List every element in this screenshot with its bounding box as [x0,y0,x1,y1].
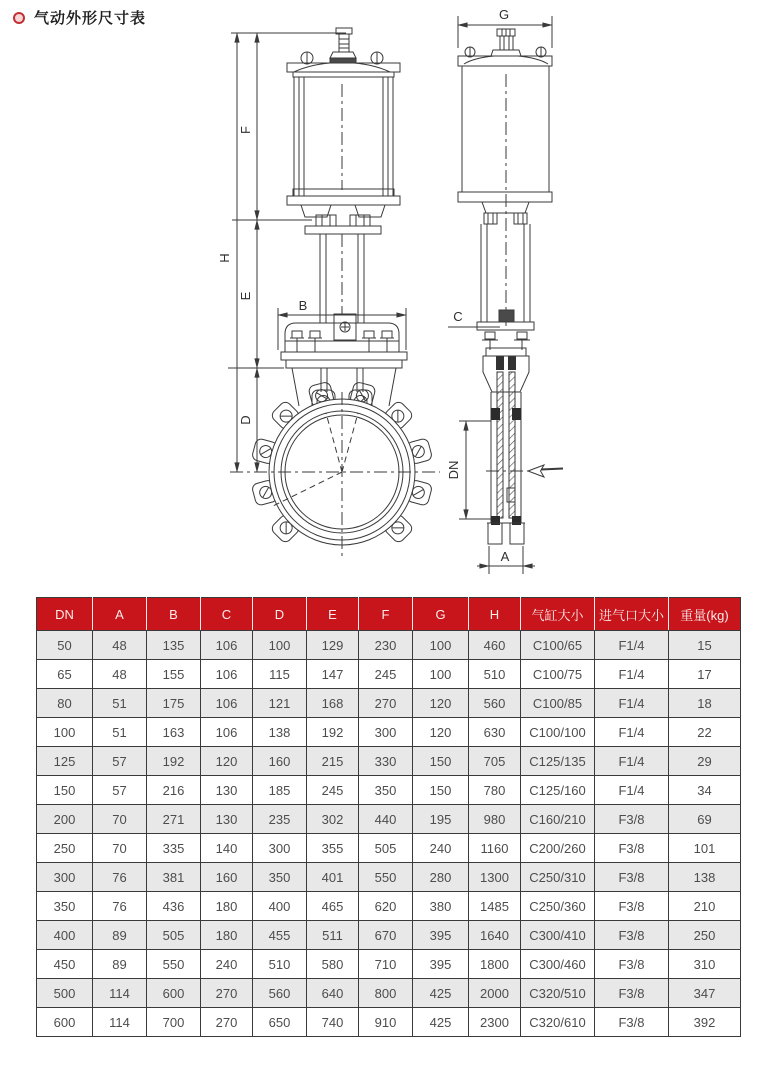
table-cell: 401 [307,863,359,892]
table-row [37,892,741,921]
table-cell: 505 [359,834,413,863]
dim-label-e: E [238,291,253,301]
table-cell: 1485 [469,892,521,921]
table-cell: 57 [93,747,147,776]
table-row [37,631,741,660]
table-cell: 114 [93,1008,147,1037]
table-cell: 630 [469,718,521,747]
table-cell: 115 [253,660,307,689]
table-cell: C125/135 [521,747,595,776]
table-cell: C100/65 [521,631,595,660]
table-cell: 69 [669,805,741,834]
table-cell: 2300 [469,1008,521,1037]
table-cell: C320/610 [521,1008,595,1037]
table-row [37,950,741,979]
table-cell: 138 [669,863,741,892]
table-cell: 89 [93,921,147,950]
table-cell: 135 [147,631,201,660]
table-row [37,863,741,892]
table-cell: 510 [253,950,307,979]
table-cell: 780 [469,776,521,805]
table-cell: 2000 [469,979,521,1008]
table-cell: 80 [37,689,93,718]
table-cell: 910 [359,1008,413,1037]
table-row [37,805,741,834]
dim-label-h: H [217,253,232,263]
column-header: 气缸大小 [521,598,595,631]
table-cell: 600 [147,979,201,1008]
table-body [37,631,741,1037]
table-cell: 106 [201,718,253,747]
table-cell: 216 [147,776,201,805]
table-cell: 106 [201,660,253,689]
table-cell: 175 [147,689,201,718]
table-cell: 465 [307,892,359,921]
table-cell: 89 [93,950,147,979]
dim-label-c: C [453,309,463,324]
table-cell: 392 [669,1008,741,1037]
table-cell: 34 [669,776,741,805]
table-cell: 310 [669,950,741,979]
table-cell: 195 [413,805,469,834]
table-cell: 460 [469,631,521,660]
column-header: F [359,598,413,631]
table-cell: 150 [413,776,469,805]
table-row [37,921,741,950]
page-title: 气动外形尺寸表 [34,10,147,27]
table-cell: 70 [93,805,147,834]
table-cell: F1/4 [595,689,669,718]
table-cell: 600 [37,1008,93,1037]
table-cell: 400 [253,892,307,921]
table-cell: 65 [37,660,93,689]
table-cell: 440 [359,805,413,834]
table-cell: 180 [201,892,253,921]
table-cell: 330 [359,747,413,776]
table-cell: 150 [37,776,93,805]
front-flange [230,381,440,557]
table-cell: 620 [359,892,413,921]
column-header: 进气口大小 [595,598,669,631]
table-cell: 114 [93,979,147,1008]
table-cell: 271 [147,805,201,834]
table-cell: 29 [669,747,741,776]
table-cell: 380 [413,892,469,921]
table-cell: 381 [147,863,201,892]
column-header: E [307,598,359,631]
table-cell: 560 [469,689,521,718]
table-cell: C300/460 [521,950,595,979]
side-stem [491,29,521,56]
table-cell: 200 [37,805,93,834]
side-cylinder [458,47,552,326]
table-cell: 1160 [469,834,521,863]
table-cell: 500 [37,979,93,1008]
table-cell: 650 [253,1008,307,1037]
table-cell: 670 [359,921,413,950]
table-row [37,660,741,689]
table-cell: 155 [147,660,201,689]
table-cell: 100 [413,660,469,689]
table-cell: 740 [307,1008,359,1037]
table-cell: F3/8 [595,1008,669,1037]
table-cell: 215 [307,747,359,776]
column-header: D [253,598,307,631]
table-cell: 1640 [469,921,521,950]
side-bonnet-gland [482,332,530,392]
table-cell: 125 [37,747,93,776]
table-cell: 400 [37,921,93,950]
column-header: DN [37,598,93,631]
column-header: G [413,598,469,631]
front-cylinder [287,52,400,205]
table-cell: 250 [669,921,741,950]
table-cell: 48 [93,660,147,689]
table-cell: 50 [37,631,93,660]
table-cell: 1300 [469,863,521,892]
table-cell: 245 [359,660,413,689]
front-view [217,28,440,557]
table-cell: 192 [307,718,359,747]
table-cell: 700 [147,1008,201,1037]
table-cell: 163 [147,718,201,747]
table-row [37,776,741,805]
table-cell: 130 [201,805,253,834]
table-cell: 550 [147,950,201,979]
table-cell: 106 [201,631,253,660]
side-view [446,7,563,574]
table-row [37,834,741,863]
table-cell: 230 [359,631,413,660]
dim-label-a: A [500,549,510,564]
table-cell: 350 [359,776,413,805]
table-cell: 800 [359,979,413,1008]
table-cell: 138 [253,718,307,747]
table-cell: 705 [469,747,521,776]
table-cell: 120 [413,689,469,718]
front-yoke [320,234,364,323]
column-header: 重量(kg) [669,598,741,631]
table-cell: 335 [147,834,201,863]
table-cell: F3/8 [595,863,669,892]
table-cell: 160 [201,863,253,892]
table-cell: F1/4 [595,747,669,776]
table-cell: 120 [201,747,253,776]
table-cell: 280 [413,863,469,892]
table-cell: 17 [669,660,741,689]
table-cell: 270 [359,689,413,718]
table-cell: C200/260 [521,834,595,863]
column-header: C [201,598,253,631]
table-cell: F3/8 [595,834,669,863]
table-cell: 192 [147,747,201,776]
table-cell: 76 [93,863,147,892]
table-cell: 76 [93,892,147,921]
table-cell: F1/4 [595,660,669,689]
table-cell: 235 [253,805,307,834]
table-cell: 160 [253,747,307,776]
column-header: H [469,598,521,631]
table-cell: F3/8 [595,805,669,834]
table-cell: 147 [307,660,359,689]
table-cell: C100/100 [521,718,595,747]
table-cell: 140 [201,834,253,863]
table-cell: F1/4 [595,776,669,805]
table-cell: 51 [93,718,147,747]
table-cell: 395 [413,950,469,979]
table-cell: 129 [307,631,359,660]
table-cell: C300/410 [521,921,595,950]
table-cell: 350 [37,892,93,921]
table-cell: 101 [669,834,741,863]
table-cell: C125/160 [521,776,595,805]
table-cell: 70 [93,834,147,863]
table-header-row [37,598,741,631]
table-cell: 395 [413,921,469,950]
table-cell: C100/85 [521,689,595,718]
table-row [37,689,741,718]
dim-label-dn: DN [446,460,461,480]
table-cell: 560 [253,979,307,1008]
table-cell: F3/8 [595,979,669,1008]
dimension-table [36,597,741,1037]
table-cell: 120 [413,718,469,747]
table-cell: 22 [669,718,741,747]
table-cell: F3/8 [595,950,669,979]
table-cell: F3/8 [595,892,669,921]
table-cell: 270 [201,1008,253,1037]
table-cell: 505 [147,921,201,950]
table-cell: 425 [413,1008,469,1037]
table-cell: F1/4 [595,631,669,660]
table-row [37,979,741,1008]
table-cell: 710 [359,950,413,979]
table-cell: 455 [253,921,307,950]
table-cell: 51 [93,689,147,718]
column-header: B [147,598,201,631]
table-cell: 300 [253,834,307,863]
table-cell: 450 [37,950,93,979]
table-cell: 240 [201,950,253,979]
front-mounting-bracket [301,205,385,234]
table-cell: 180 [201,921,253,950]
table-cell: 100 [37,718,93,747]
table-cell: 100 [413,631,469,660]
table-cell: C250/360 [521,892,595,921]
table-cell: 121 [253,689,307,718]
table-cell: 1800 [469,950,521,979]
dim-label-d: D [238,415,253,425]
table-cell: C250/310 [521,863,595,892]
column-header: A [93,598,147,631]
table-cell: 100 [253,631,307,660]
table-cell: C320/510 [521,979,595,1008]
dim-label-f: F [238,126,253,134]
table-row [37,1008,741,1037]
table-cell: 185 [253,776,307,805]
table-cell: 436 [147,892,201,921]
table-cell: 270 [201,979,253,1008]
table-cell: F1/4 [595,718,669,747]
table-cell: 550 [359,863,413,892]
table-cell: 245 [307,776,359,805]
table-cell: F3/8 [595,921,669,950]
table-cell: 300 [37,863,93,892]
table-cell: 510 [469,660,521,689]
table-cell: 48 [93,631,147,660]
table-cell: 350 [253,863,307,892]
table-cell: 57 [93,776,147,805]
table-cell: 210 [669,892,741,921]
side-body [486,372,532,544]
table-cell: C160/210 [521,805,595,834]
table-cell: 347 [669,979,741,1008]
table-row [37,718,741,747]
table-cell: 980 [469,805,521,834]
dim-label-b: B [298,298,308,313]
flow-arrow [528,465,563,477]
table-cell: 15 [669,631,741,660]
table-cell: 300 [359,718,413,747]
front-bonnet [281,314,407,368]
dim-label-g: G [498,7,510,22]
table-cell: C100/75 [521,660,595,689]
table-cell: 168 [307,689,359,718]
table-cell: 425 [413,979,469,1008]
table-cell: 18 [669,689,741,718]
table-cell: 355 [307,834,359,863]
table-cell: 130 [201,776,253,805]
table-cell: 240 [413,834,469,863]
table-cell: 511 [307,921,359,950]
table-cell: 302 [307,805,359,834]
table-row [37,747,741,776]
table-cell: 250 [37,834,93,863]
table-cell: 150 [413,747,469,776]
table-cell: 106 [201,689,253,718]
table-cell: 640 [307,979,359,1008]
table-cell: 580 [307,950,359,979]
